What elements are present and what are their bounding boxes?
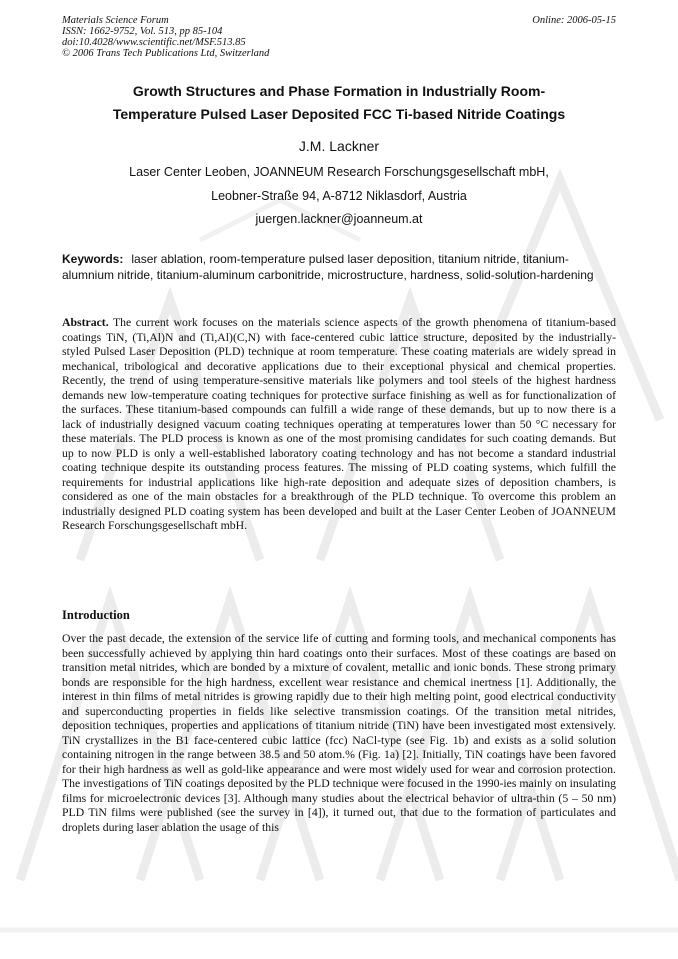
title-line-1: Growth Structures and Phase Formation in Industrially Room- [132,83,546,99]
introduction-text: Over the past decade, the extension of the service life of cutting and forming tools, and mechanical components has been successfully achieved by applying thin hard coatings onto their surfaces. Most of these coatings are based on transition metal nitrides, which are bonded by a mixture of covalent, metallic and ionic bonds. These strong primary bonds are responsible for the high hardness, excellent wear resistance and chemical inertness [1]. Additionally, the interest in thin films of metal nitrides is growing rapidly due to their high melting point, good electrical conductivity and superconducting properties in fields like selective transmission coatings. Of the transition metal nitrides, deposition techniques, properties and applications of titanium nitride (TiN) have been investigated most extensively. TiN crystallizes in the B1 face-centered cubic lattice (fcc) NaCl-type (see Fig. 1b) and exists as a solid solution containing nitrogen in the range between 38.5 and 50 atom.% (Fig. 1a) [2]. Initially, TiN coatings have been favored for their high hardness as well as gold-like appearance and were most widely used for wear and corrosion protection. The investigations of TiN coatings deposited by the PLD technique were focused in the 1990-ies mainly on insulating films for microelectronic devices [3]. Although many studies about the electrical behavior of ultra-thin (5 – 50 nm) PLD TiN films were published (see the survey in [4]), it turned out, that due to the formation of particulates and droplets during laser ablation the usage of this [62,632,616,834]
paper-title [62,80,616,126]
author-name: J.M. Lackner [298,138,380,154]
issn-line: ISSN: 1662-9752, Vol. 513, pp 85-104 [62,26,223,37]
introduction-heading: Introduction [62,608,130,622]
journal-name: Materials Science Forum [62,15,169,26]
abstract-text: The current work focuses on the materials science aspects of the growth phenomena of titanium-based coatings TiN, (Ti,Al)N and (Ti,Al)(C,N) with face-centered cubic lattice structure, deposited by the industrially-styled Pulsed Laser Deposition (PLD) technique at room temperature. These coating materials are widely spread in mechanical, tribological and decorative applications due to their exceptional physical and chemical properties. Recently, the trend of using temperature-sensitive materials like polymers and tool steels of the highest hardness demands new low-temperature coating techniques for protective surface finishing as well as for functionalization of the surfaces. These titanium-based compounds can fulfill a wide range of these demands, but up to now there is a lack of industrially designed vacuum coating techniques operating at temperatures lower than 50 °C necessary for these materials. The PLD process is known as one of the most promising candidates for such coating demands. But up to now PLD is only a well-established laboratory coating technology and has not become a standard industrial coating technique despite its outstanding process features. The missing of PLD coating systems, which fulfill the requirements for industrial applications like high-rate deposition and adequate sizes of deposition chambers, is considered as one of the main obstacles for a breakthrough of the PLD technique. To overcome this problem an industrially designed PLD coating system has been developed and built at the Laser Center Leoben of JOANNEUM Research Forschungsgesellschaft mbH. [62,316,616,532]
author-email[interactable]: juergen.lackner@joanneum.at [255,212,423,226]
abstract-section [62,316,616,534]
doi-line[interactable]: doi:10.4028/www.scientific.net/MSF.513.85 [62,37,246,48]
abstract-label: Abstract. [62,316,109,329]
affiliation-line-2: Leobner-Straße 94, A-8712 Niklasdorf, Austria [211,188,467,203]
journal-header [62,15,616,59]
keywords-section [62,252,616,283]
keywords-text: laser ablation, room-temperature pulsed laser deposition, titanium nitride, titanium-alumnium nitride, titanium-aluminum carbonitride, microstructure, hardness, solid-solution-hardening [62,252,594,282]
keywords-label: Keywords: [62,252,124,266]
affiliation [62,161,616,232]
online-date: Online: 2006-05-15 [532,15,616,26]
affiliation-line-1: Laser Center Leoben, JOANNEUM Research Forschungsgesellschaft mbH, [129,165,549,179]
copyright-line: © 2006 Trans Tech Publications Ltd, Switzerland [62,48,270,59]
title-line-2: Temperature Pulsed Laser Deposited FCC Ti-based Nitride Coatings [112,106,566,122]
